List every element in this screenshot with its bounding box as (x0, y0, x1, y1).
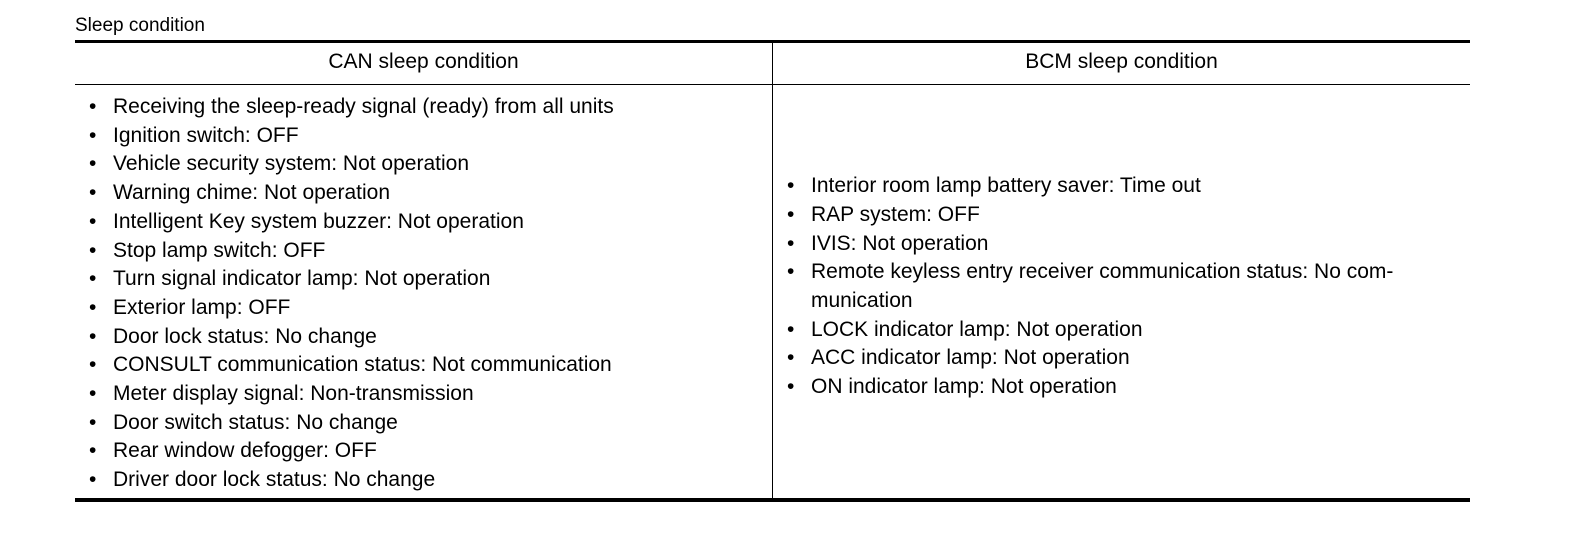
list-item: • Remote keyless entry receiver communication status: No com-munication (785, 258, 1452, 315)
list-item: • Interior room lamp battery saver: Time out (785, 172, 1452, 201)
list-item: • Receiving the sleep-ready signal (ready) from all units (87, 93, 762, 122)
list-item: • Rear window defogger: OFF (87, 437, 762, 466)
list-item: • Door lock status: No change (87, 323, 762, 352)
can-sleep-condition-list (87, 93, 762, 495)
list-item: • Door switch status: No change (87, 409, 762, 438)
table-caption: Sleep condition (75, 15, 205, 36)
can-sleep-condition-cell (75, 85, 772, 498)
list-item: • IVIS: Not operation (785, 230, 1452, 259)
header-can-sleep-condition: CAN sleep condition (328, 50, 519, 73)
list-item: • RAP system: OFF (785, 201, 1452, 230)
list-item: • Exterior lamp: OFF (87, 294, 762, 323)
bcm-sleep-condition-cell (773, 85, 1470, 498)
header-bcm-sleep-condition: BCM sleep condition (1025, 50, 1218, 73)
list-item: • Stop lamp switch: OFF (87, 237, 762, 266)
list-item: • Turn signal indicator lamp: Not operation (87, 265, 762, 294)
list-item: • Meter display signal: Non-transmission (87, 380, 762, 409)
list-item: • Ignition switch: OFF (87, 122, 762, 151)
list-item: • CONSULT communication status: Not communication (87, 351, 762, 380)
list-item: • Driver door lock status: No change (87, 466, 762, 495)
list-item: • ACC indicator lamp: Not operation (785, 344, 1452, 373)
list-item: • Vehicle security system: Not operation (87, 150, 762, 179)
sleep-condition-table (75, 40, 1470, 502)
list-item: • LOCK indicator lamp: Not operation (785, 316, 1452, 345)
list-item: • Intelligent Key system buzzer: Not operation (87, 208, 762, 237)
bcm-sleep-condition-list (785, 172, 1452, 402)
list-item: • Warning chime: Not operation (87, 179, 762, 208)
list-item: • ON indicator lamp: Not operation (785, 373, 1452, 402)
